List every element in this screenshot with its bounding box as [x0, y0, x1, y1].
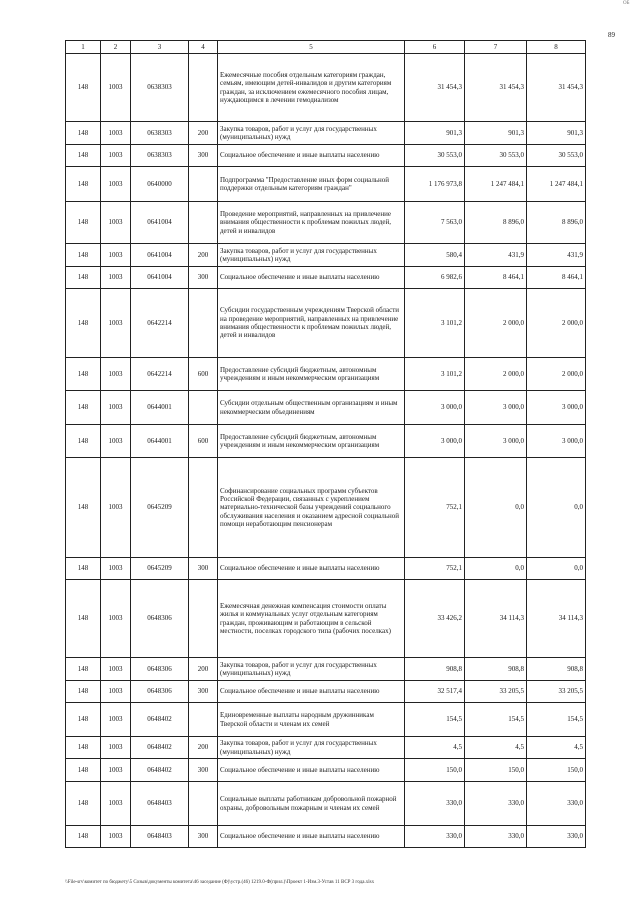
table-row — [66, 289, 586, 358]
cell-description: Социальные выплаты работникам добровольной пожарной охраны, добровольным пожарным и членам их семей — [218, 782, 405, 826]
table-row — [66, 681, 586, 703]
cell-section: 1003 — [101, 458, 131, 558]
cell-target-article: 0642214 — [131, 289, 189, 358]
cell-description: Проведение мероприятий, направленных на привлечение внимания общественности к проблемам пожилых людей, детей и инвалидов — [218, 202, 405, 244]
cell-description: Субсидии государственным учреждениям Тверской области на проведение мероприятий, направленных на привлечение внимания общественности к проблемам пожилых людей, детей и инвалидов — [218, 289, 405, 358]
cell-section: 1003 — [101, 122, 131, 145]
cell-section: 1003 — [101, 202, 131, 244]
table-row — [66, 703, 586, 737]
cell-chapter: 148 — [66, 289, 101, 358]
cell-chapter: 148 — [66, 658, 101, 681]
cell-chapter: 148 — [66, 681, 101, 703]
cell-expense-type: 300 — [189, 145, 218, 167]
header-row — [66, 41, 586, 54]
cell-amount-year1: 6 982,6 — [405, 267, 465, 289]
cell-target-article: 0638303 — [131, 54, 189, 122]
cell-amount-year3: 8 464,1 — [527, 267, 586, 289]
cell-chapter: 148 — [66, 358, 101, 391]
cell-description: Закупка товаров, работ и услуг для государственных (муниципальных) нужд — [218, 122, 405, 145]
cell-amount-year3: 901,3 — [527, 122, 586, 145]
cell-target-article: 0638303 — [131, 122, 189, 145]
footer-file-path: \\File-srv\комитет по бюджету\5 Созыв\документы комитета\46 заседание (Ф)\устр.(46) 1219.0-Ф(прил.)\Проект 1-Изм.3-Устав 11 ВСР 3 года.xlsx — [65, 880, 375, 885]
cell-amount-year1: 31 454,3 — [405, 54, 465, 122]
cell-amount-year3: 0,0 — [527, 458, 586, 558]
cell-section: 1003 — [101, 267, 131, 289]
cell-expense-type: 600 — [189, 358, 218, 391]
cell-expense-type: 300 — [189, 759, 218, 782]
cell-description: Ежемесячные пособия отдельным категориям граждан, семьям, имеющим детей-инвалидов и другим категориям граждан, за исключением ежемесячного пособия лицам, нуждающимся в лечении гемодиализом — [218, 54, 405, 122]
cell-amount-year2: 154,5 — [465, 703, 527, 737]
cell-description: Социальное обеспечение и иные выплаты населению — [218, 826, 405, 848]
column-header: 8 — [527, 41, 586, 54]
cell-amount-year2: 31 454,3 — [465, 54, 527, 122]
cell-amount-year3: 330,0 — [527, 826, 586, 848]
cell-section: 1003 — [101, 54, 131, 122]
cell-expense-type: 300 — [189, 267, 218, 289]
cell-chapter: 148 — [66, 759, 101, 782]
cell-amount-year2: 431,9 — [465, 244, 527, 267]
table-row — [66, 458, 586, 558]
cell-expense-type: 200 — [189, 244, 218, 267]
cell-target-article: 0648403 — [131, 782, 189, 826]
table-row — [66, 425, 586, 458]
cell-amount-year2: 2 000,0 — [465, 289, 527, 358]
table-row — [66, 145, 586, 167]
cell-amount-year2: 0,0 — [465, 558, 527, 580]
cell-amount-year1: 330,0 — [405, 826, 465, 848]
cell-expense-type — [189, 167, 218, 202]
cell-chapter: 148 — [66, 54, 101, 122]
cell-expense-type — [189, 289, 218, 358]
cell-section: 1003 — [101, 391, 131, 425]
cell-amount-year1: 32 517,4 — [405, 681, 465, 703]
cell-amount-year1: 1 176 973,8 — [405, 167, 465, 202]
cell-section: 1003 — [101, 145, 131, 167]
cell-expense-type: 200 — [189, 658, 218, 681]
cell-amount-year2: 0,0 — [465, 458, 527, 558]
cell-chapter: 148 — [66, 145, 101, 167]
cell-chapter: 148 — [66, 202, 101, 244]
table-row — [66, 54, 586, 122]
cell-section: 1003 — [101, 425, 131, 458]
cell-description: Социальное обеспечение и иные выплаты населению — [218, 267, 405, 289]
cell-chapter: 148 — [66, 558, 101, 580]
column-header: 3 — [131, 41, 189, 54]
cell-expense-type: 200 — [189, 122, 218, 145]
cell-chapter: 148 — [66, 782, 101, 826]
cell-amount-year1: 150,0 — [405, 759, 465, 782]
cell-description: Подпрограмма "Предоставление иных форм социальной поддержки отдельным категориям граждан" — [218, 167, 405, 202]
cell-amount-year3: 2 000,0 — [527, 289, 586, 358]
cell-section: 1003 — [101, 580, 131, 658]
cell-section: 1003 — [101, 358, 131, 391]
cell-amount-year2: 2 000,0 — [465, 358, 527, 391]
table-row — [66, 558, 586, 580]
cell-amount-year1: 908,8 — [405, 658, 465, 681]
cell-chapter: 148 — [66, 458, 101, 558]
cell-chapter: 148 — [66, 703, 101, 737]
cell-chapter: 148 — [66, 244, 101, 267]
cell-description: Социальное обеспечение и иные выплаты населению — [218, 759, 405, 782]
cell-section: 1003 — [101, 737, 131, 759]
cell-section: 1003 — [101, 244, 131, 267]
cell-target-article: 0645209 — [131, 558, 189, 580]
cell-chapter: 148 — [66, 737, 101, 759]
cell-target-article: 0640000 — [131, 167, 189, 202]
cell-amount-year2: 901,3 — [465, 122, 527, 145]
cell-amount-year2: 34 114,3 — [465, 580, 527, 658]
cell-amount-year3: 908,8 — [527, 658, 586, 681]
cell-section: 1003 — [101, 558, 131, 580]
cell-amount-year3: 34 114,3 — [527, 580, 586, 658]
cell-chapter: 148 — [66, 122, 101, 145]
table-row — [66, 122, 586, 145]
cell-section: 1003 — [101, 658, 131, 681]
cell-expense-type: 600 — [189, 425, 218, 458]
cell-section: 1003 — [101, 759, 131, 782]
cell-target-article: 0645209 — [131, 458, 189, 558]
column-header: 4 — [189, 41, 218, 54]
cell-expense-type — [189, 458, 218, 558]
cell-expense-type: 300 — [189, 558, 218, 580]
cell-amount-year1: 154,5 — [405, 703, 465, 737]
cell-amount-year2: 330,0 — [465, 782, 527, 826]
table-row — [66, 167, 586, 202]
cell-amount-year2: 3 000,0 — [465, 391, 527, 425]
cell-amount-year3: 30 553,0 — [527, 145, 586, 167]
cell-amount-year3: 2 000,0 — [527, 358, 586, 391]
cell-section: 1003 — [101, 167, 131, 202]
cell-amount-year2: 3 000,0 — [465, 425, 527, 458]
cell-amount-year1: 330,0 — [405, 782, 465, 826]
table-row — [66, 782, 586, 826]
cell-amount-year3: 431,9 — [527, 244, 586, 267]
table-row — [66, 358, 586, 391]
cell-target-article: 0648306 — [131, 658, 189, 681]
cell-amount-year2: 330,0 — [465, 826, 527, 848]
cell-amount-year2: 1 247 484,1 — [465, 167, 527, 202]
cell-description: Ежемесячная денежная компенсация стоимости оплаты жилья и коммунальных услуг отдельным категориям граждан, проживающим и работающим в сельской местности, поселках городского типа (рабочих поселках) — [218, 580, 405, 658]
cell-amount-year1: 752,1 — [405, 558, 465, 580]
table-row — [66, 759, 586, 782]
cell-target-article: 0644001 — [131, 391, 189, 425]
cell-amount-year1: 30 553,0 — [405, 145, 465, 167]
cell-chapter: 148 — [66, 167, 101, 202]
cell-description: Предоставление субсидий бюджетным, автономным учреждениям и иным некоммерческим организациям — [218, 358, 405, 391]
cell-target-article: 0644001 — [131, 425, 189, 458]
column-header: 6 — [405, 41, 465, 54]
cell-expense-type — [189, 703, 218, 737]
cell-target-article: 0641004 — [131, 267, 189, 289]
cell-amount-year2: 8 896,0 — [465, 202, 527, 244]
cell-chapter: 148 — [66, 267, 101, 289]
cell-target-article: 0641004 — [131, 202, 189, 244]
cell-amount-year1: 3 101,2 — [405, 358, 465, 391]
cell-section: 1003 — [101, 782, 131, 826]
table-row — [66, 391, 586, 425]
cell-target-article: 0648402 — [131, 737, 189, 759]
cell-expense-type: 300 — [189, 681, 218, 703]
cell-target-article: 0641004 — [131, 244, 189, 267]
cell-amount-year3: 1 247 484,1 — [527, 167, 586, 202]
column-header: 2 — [101, 41, 131, 54]
cell-amount-year3: 31 454,3 — [527, 54, 586, 122]
cell-amount-year1: 4,5 — [405, 737, 465, 759]
cell-expense-type: 300 — [189, 826, 218, 848]
cell-expense-type — [189, 782, 218, 826]
cell-amount-year2: 150,0 — [465, 759, 527, 782]
cell-description: Субсидии отдельным общественным организациям и иным некоммерческим объединениям — [218, 391, 405, 425]
cell-target-article: 0642214 — [131, 358, 189, 391]
cell-amount-year1: 7 563,0 — [405, 202, 465, 244]
cell-target-article: 0648306 — [131, 580, 189, 658]
cell-target-article: 0648402 — [131, 703, 189, 737]
cell-section: 1003 — [101, 703, 131, 737]
cell-amount-year1: 901,3 — [405, 122, 465, 145]
cell-amount-year3: 154,5 — [527, 703, 586, 737]
cell-chapter: 148 — [66, 391, 101, 425]
table-row — [66, 658, 586, 681]
column-header: 7 — [465, 41, 527, 54]
cell-expense-type — [189, 202, 218, 244]
cell-target-article: 0648306 — [131, 681, 189, 703]
cell-expense-type — [189, 580, 218, 658]
cell-chapter: 148 — [66, 580, 101, 658]
cell-description: Закупка товаров, работ и услуг для государственных (муниципальных) нужд — [218, 244, 405, 267]
cell-description: Закупка товаров, работ и услуг для государственных (муниципальных) нужд — [218, 658, 405, 681]
cell-expense-type — [189, 391, 218, 425]
cell-section: 1003 — [101, 826, 131, 848]
cell-amount-year1: 3 000,0 — [405, 391, 465, 425]
cell-amount-year3: 3 000,0 — [527, 425, 586, 458]
cell-description: Социальное обеспечение и иные выплаты населению — [218, 145, 405, 167]
column-header: 1 — [66, 41, 101, 54]
cell-amount-year2: 4,5 — [465, 737, 527, 759]
table-row — [66, 826, 586, 848]
cell-description: Единовременные выплаты народным дружинникам Тверской области и членам их семей — [218, 703, 405, 737]
budget-table — [65, 40, 586, 848]
corner-mark: ОБ — [623, 1, 630, 6]
table-row — [66, 202, 586, 244]
cell-description: Предоставление субсидий бюджетным, автономным учреждениям и иным некоммерческим организациям — [218, 425, 405, 458]
cell-section: 1003 — [101, 681, 131, 703]
cell-description: Закупка товаров, работ и услуг для государственных (муниципальных) нужд — [218, 737, 405, 759]
cell-amount-year2: 30 553,0 — [465, 145, 527, 167]
cell-description: Социальное обеспечение и иные выплаты населению — [218, 681, 405, 703]
cell-amount-year3: 33 205,5 — [527, 681, 586, 703]
column-header: 5 — [218, 41, 405, 54]
table-row — [66, 737, 586, 759]
cell-amount-year3: 3 000,0 — [527, 391, 586, 425]
cell-amount-year3: 8 896,0 — [527, 202, 586, 244]
cell-amount-year3: 150,0 — [527, 759, 586, 782]
cell-amount-year1: 752,1 — [405, 458, 465, 558]
table-row — [66, 580, 586, 658]
table-row — [66, 267, 586, 289]
cell-amount-year1: 580,4 — [405, 244, 465, 267]
table-row — [66, 244, 586, 267]
cell-section: 1003 — [101, 289, 131, 358]
cell-expense-type — [189, 54, 218, 122]
cell-amount-year3: 0,0 — [527, 558, 586, 580]
cell-expense-type: 200 — [189, 737, 218, 759]
cell-description: Софинансирование социальных программ субъектов Российской Федерации, связанных с укреплением материально-технической базы учреждений социального обслуживания населения и оказанием адресной социальной помощи неработающим пенсионерам — [218, 458, 405, 558]
cell-amount-year2: 33 205,5 — [465, 681, 527, 703]
cell-amount-year1: 3 000,0 — [405, 425, 465, 458]
cell-chapter: 148 — [66, 826, 101, 848]
cell-target-article: 0638303 — [131, 145, 189, 167]
cell-amount-year2: 908,8 — [465, 658, 527, 681]
cell-amount-year3: 4,5 — [527, 737, 586, 759]
cell-amount-year1: 33 426,2 — [405, 580, 465, 658]
cell-target-article: 0648402 — [131, 759, 189, 782]
cell-chapter: 148 — [66, 425, 101, 458]
cell-description: Социальное обеспечение и иные выплаты населению — [218, 558, 405, 580]
cell-amount-year1: 3 101,2 — [405, 289, 465, 358]
page-number: 89 — [608, 31, 615, 39]
cell-target-article: 0648403 — [131, 826, 189, 848]
cell-amount-year3: 330,0 — [527, 782, 586, 826]
cell-amount-year2: 8 464,1 — [465, 267, 527, 289]
